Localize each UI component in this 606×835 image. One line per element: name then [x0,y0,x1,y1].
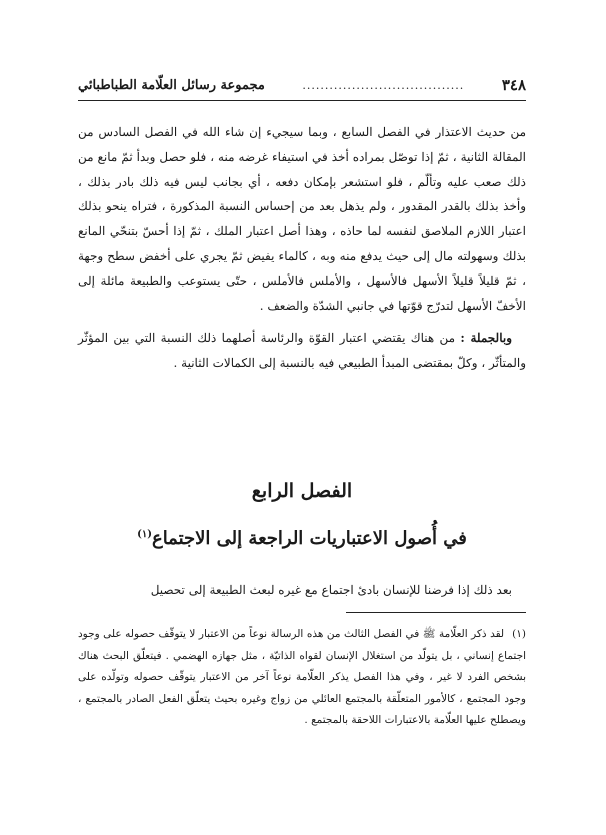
paragraph: من حديث الاعتذار في الفصل السابع ، وبما سيجيء إن شاء الله في الفصل السادس من المقالة الثانية ، ثمّ إذا توصّل بمراده أخذ في استيفاء غرضه منه ، فلو حصل وبدأ ثمّ مانع من ذلك صعب عليه وتألّم ، فلو استشعر بإمكان دفعه ، أي بجانب ليس فيه ذلك بادر بذلك ، وأخذ بذلك بالقدر المقدور ، ولم يذهل بعد من إحساس النسبة المذكورة ، فتراه ينحو بذلك اعتبار اللازم الملاصق لنفسه لما حاذه ، وهذا أصل اعتبار الملك ، ثمّ إذا أحسّ بتنحّي المانع بذلك وسهولته مال إلى حيث يدفع منه وبه ، كالماء يفيض ثمّ يجري على أخفض سطح وجهة ، ثمّ قليلاً قليلاً الأسهل فالأسهل ، والأملس فالأملس ، حتّى يستوعب والطبيعة مائلة إلى الأخفّ الأسهل لتدرّج قوّتها في جانبي الشدّة والضعف . [78,125,526,313]
chapter-title: الفصل الرابع [251,480,353,502]
chapter-opening-line: بعد ذلك إذا فرضنا للإنسان بادئ اجتماع مع غيره لبعث الطبيعة إلى تحصيل [150,583,512,597]
summary-lead: وبالجملة : [460,331,512,346]
body-text [78,120,526,376]
summary-paragraph [78,326,526,376]
footnote-reference[interactable]: (١) [137,529,152,540]
book-title: مجموعة رسائل العلّامة الطباطبائي [78,77,265,93]
leader-dots: .................................... [302,78,465,92]
footnote-text: لقد ذكر العلّامة ﷺ في الفصل الثالث من هذه الرسالة نوعاً من الاعتبار لا يتوقّف حصوله على وجود اجتماع إنساني ، بل يتولّد من استغلال الإنسان لقواه الذاتيّة ، مثل جهازه الهضمي . فيتعلّق البحث هناك بشخص الفرد لا غير ، وفي هذا الفصل يذكر العلّامة نوعاً آخر من الاعتبار يتوقّف حصوله وتولّده على وجود المجتمع ، كالأمور المتعلّقة بالمجتمع العائلي من زواج وغيره بحيث يتعلّق الفعل الصادر بالمجتمع ، ويصطلح عليها العلّامة بالاعتبارات اللاحقة بالمجتمع . [78,628,526,727]
page-number: ٣٤٨ [501,76,526,94]
running-head [78,74,526,96]
chapter-subtitle-text: في أُصول الاعتباريات الراجعة إلى الاجتماع [151,528,467,549]
summary-text: من هناك يقتضي اعتبار القوّة والرئاسة أصلهما ذلك النسبة التي بين المؤثّر والمتأثّر ، وكلّ بمقتضى المبدأ الطبيعي فيه بالنسبة إلى الكمالات الثانية . [78,331,526,371]
chapter-subtitle [78,528,526,549]
footnote [78,624,526,732]
header-rule [78,100,526,101]
footnote-marker: (١) [512,628,526,640]
footnote-rule [346,612,526,613]
